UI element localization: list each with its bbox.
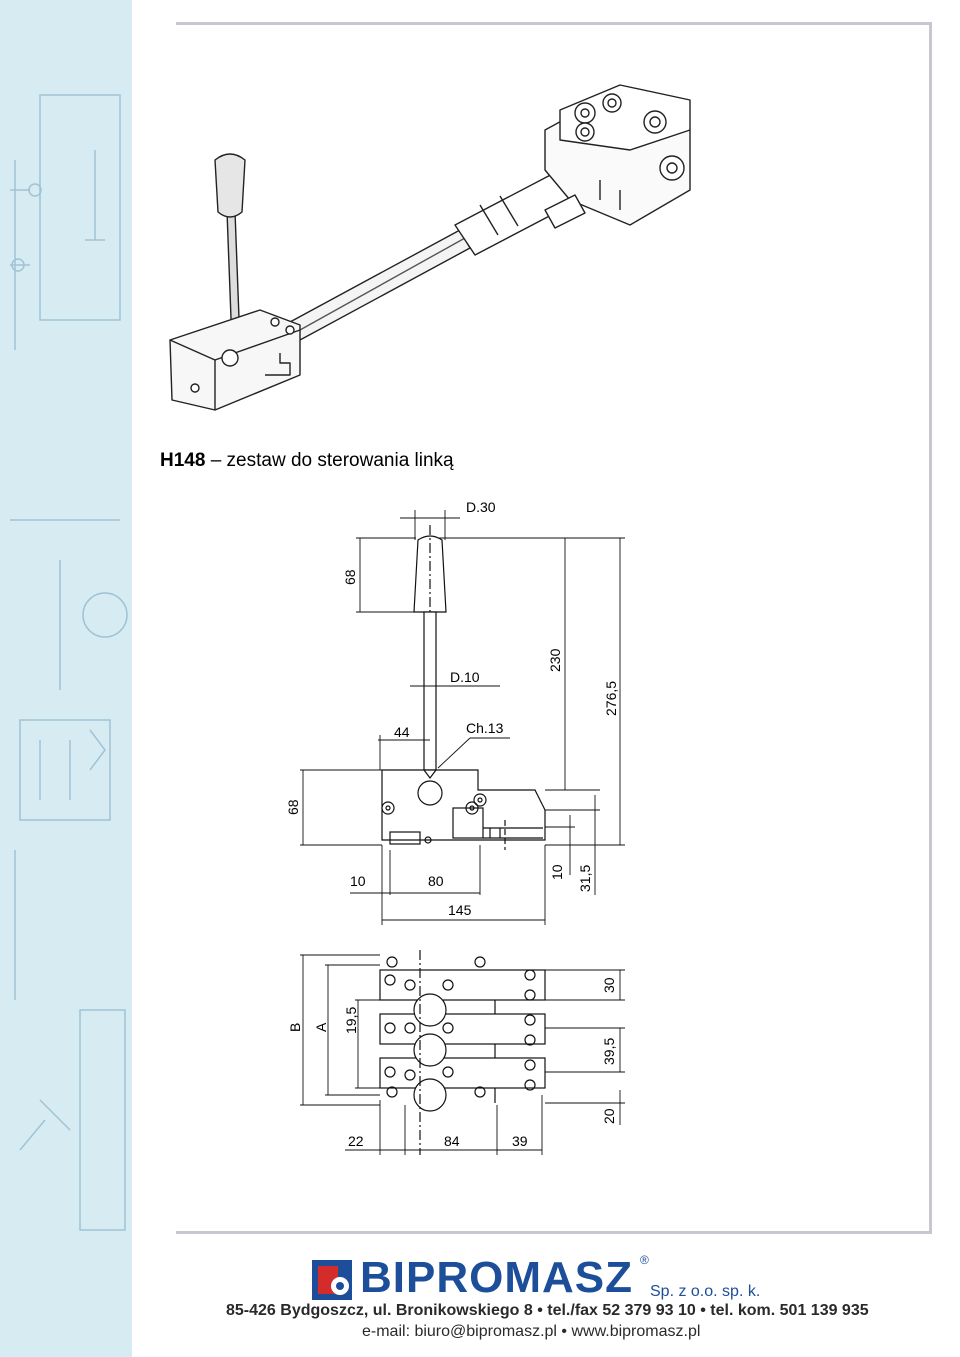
brand-name: BIPROMASZ bbox=[360, 1253, 633, 1302]
dim-39-5: 39,5 bbox=[601, 1037, 617, 1065]
dim-10-bottom: 10 bbox=[350, 873, 366, 889]
dim-b: B bbox=[287, 1022, 303, 1032]
dim-19-5: 19,5 bbox=[343, 1006, 359, 1034]
dim-31-5: 31,5 bbox=[577, 864, 593, 892]
dim-276-5: 276,5 bbox=[603, 680, 619, 716]
dim-68-top: 68 bbox=[342, 569, 358, 585]
dim-20: 20 bbox=[601, 1108, 617, 1124]
dim-230: 230 bbox=[547, 648, 563, 672]
dim-145: 145 bbox=[448, 902, 472, 918]
company-logo bbox=[310, 1258, 354, 1302]
dim-84: 84 bbox=[444, 1133, 460, 1149]
product-code: H148 bbox=[160, 450, 206, 471]
dim-39: 39 bbox=[512, 1133, 528, 1149]
dim-22: 22 bbox=[348, 1133, 364, 1149]
dim-ch13: Ch.13 bbox=[466, 720, 504, 736]
dim-d10: D.10 bbox=[450, 669, 480, 685]
registered-mark: ® bbox=[640, 1253, 649, 1267]
brand-suffix: Sp. z o.o. sp. k. bbox=[650, 1283, 761, 1300]
footer-address: 85-426 Bydgoszcz, ul. Bronikowskiego 8 • tel./fax 52 379 93 10 • tel. kom. 501 139 935 bbox=[226, 1302, 869, 1319]
dim-d30: D.30 bbox=[466, 499, 496, 515]
dim-80: 80 bbox=[428, 873, 444, 889]
dim-68-side: 68 bbox=[285, 799, 301, 815]
top-view bbox=[300, 950, 625, 1155]
product-title-text: – zestaw do sterowania linką bbox=[210, 450, 454, 471]
footer-contact: e-mail: biuro@bipromasz.pl • www.bipromasz.pl bbox=[362, 1323, 701, 1340]
dim-a: A bbox=[313, 1022, 329, 1032]
isometric-illustration bbox=[170, 85, 690, 410]
dim-44: 44 bbox=[394, 724, 410, 740]
dim-30: 30 bbox=[601, 977, 617, 993]
dim-10-vertical: 10 bbox=[549, 864, 565, 880]
